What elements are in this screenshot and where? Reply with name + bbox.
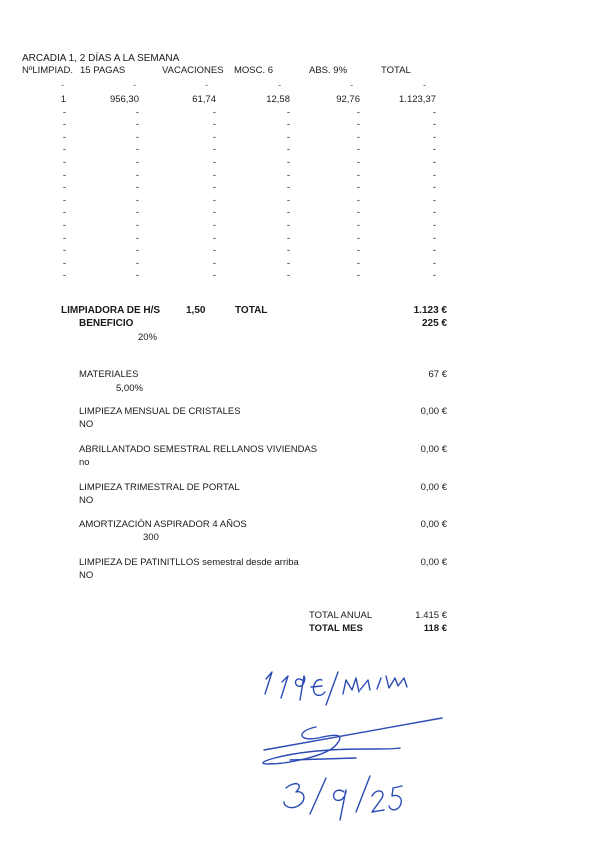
table-cell: - (135, 119, 139, 131)
col-header-mosc: MOSC. 6 (234, 65, 274, 76)
table-cell: - (135, 157, 139, 168)
table-cell: - (286, 131, 290, 143)
table-cell: 1.123,37 (399, 94, 436, 105)
item-sub: 300 (143, 532, 159, 543)
col-header-nlimpiad: NºLIMPIAD. (22, 65, 73, 76)
table-cell: - (62, 169, 66, 181)
table-cell: - (356, 207, 360, 219)
table-cell: 61,74 (192, 94, 216, 105)
table-cell: - (432, 119, 436, 131)
item-label: ABRILLANTADO SEMESTRAL RELLANOS VIVIENDAS (79, 444, 318, 455)
table-cell: - (286, 245, 290, 257)
table-cell: - (62, 182, 66, 194)
table-cell: - (286, 169, 290, 181)
separator-cell: - (423, 80, 427, 91)
table-cell: - (286, 232, 290, 244)
item-label: LIMPIEZA DE PATINITLLOS semestral desde arriba (79, 557, 299, 568)
table-cell: - (432, 194, 436, 206)
table-cell: - (356, 106, 360, 118)
separator-cell: - (205, 80, 209, 91)
item-sub: 5,00% (116, 383, 143, 394)
item-sub: NO (79, 419, 94, 430)
table-cell: - (286, 257, 290, 269)
item-sub: NO (79, 495, 94, 506)
table-cell: - (432, 106, 436, 118)
total-mes-label: TOTAL MES (309, 623, 363, 634)
table-cell: - (356, 119, 360, 131)
table-cell: - (212, 169, 216, 181)
table-cell: 956,30 (109, 94, 139, 105)
item-sub: NO (79, 570, 94, 581)
table-cell: - (212, 232, 216, 244)
table-cell: - (62, 194, 66, 206)
table-cell: - (135, 245, 139, 257)
table-cell: - (286, 270, 290, 282)
total-anual-label: TOTAL ANUAL (309, 610, 373, 621)
item-sub: no (79, 457, 90, 468)
table-cell: - (62, 207, 66, 219)
table-cell: - (286, 157, 290, 168)
table-cell: - (62, 257, 66, 269)
table-cell: - (212, 194, 216, 206)
item-label: AMORTIZACIÓN ASPIRADOR 4 AÑOS (79, 519, 247, 530)
table-cell: - (135, 232, 139, 244)
table-cell: - (432, 207, 436, 219)
table-cell: - (432, 157, 436, 168)
table-cell: - (356, 220, 360, 231)
table-cell: - (135, 182, 139, 194)
table-cell: - (62, 157, 66, 168)
table-cell: - (432, 131, 436, 143)
table-cell: - (135, 220, 139, 231)
item-label: LIMPIEZA MENSUAL DE CRISTALES (79, 406, 241, 417)
table-cell: - (212, 245, 216, 257)
table-cell: - (212, 207, 216, 219)
col-header-total: TOTAL (381, 65, 411, 76)
total-anual-value: 1.415 € (415, 610, 447, 621)
table-cell: - (212, 182, 216, 194)
table-cell: - (432, 232, 436, 244)
table-cell: - (135, 131, 139, 143)
table-cell: - (356, 194, 360, 206)
separator-cell: - (61, 80, 65, 91)
table-cell: - (286, 207, 290, 219)
item-value: 0,00 € (420, 406, 447, 417)
table-cell: - (212, 270, 216, 282)
total-mes-value: 118 € (423, 623, 447, 634)
table-cell: - (286, 144, 290, 156)
limpiadora-rate: 1,50 (186, 305, 206, 316)
table-cell: - (62, 144, 66, 156)
document-title: ARCADIA 1, 2 DÍAS A LA SEMANA (22, 53, 180, 64)
table-cell: - (135, 270, 139, 282)
beneficio-percentage: 20% (138, 332, 158, 343)
item-label: MATERIALES (79, 369, 139, 380)
table-cell: - (212, 157, 216, 168)
total-value: 1.123 € (413, 305, 447, 316)
table-cell: - (432, 144, 436, 156)
table-cell: - (286, 194, 290, 206)
table-cell: - (356, 257, 360, 269)
beneficio-label: BENEFICIO (79, 318, 134, 329)
table-cell: 12,58 (266, 94, 290, 105)
item-label: LIMPIEZA TRIMESTRAL DE PORTAL (79, 482, 240, 493)
col-header-vacaciones: VACACIONES (162, 65, 224, 76)
total-label: TOTAL (235, 305, 268, 316)
table-cell: - (135, 194, 139, 206)
table-cell: - (356, 245, 360, 257)
table-cell: - (212, 131, 216, 143)
separator-cell: - (350, 80, 354, 91)
table-cell: - (62, 131, 66, 143)
table-cell: - (62, 245, 66, 257)
table-cell: - (356, 182, 360, 194)
table-cell: - (356, 169, 360, 181)
table-cell: - (212, 220, 216, 231)
item-value: 0,00 € (420, 482, 447, 493)
separator-cell: - (133, 80, 137, 91)
table-cell: - (135, 207, 139, 219)
table-cell: 92,76 (336, 94, 360, 105)
table-cell: - (62, 232, 66, 244)
table-cell: - (286, 220, 290, 231)
table-cell: - (432, 169, 436, 181)
table-cell: - (286, 119, 290, 131)
item-value: 0,00 € (420, 519, 447, 530)
table-cell: - (62, 119, 66, 131)
table-cell: - (212, 119, 216, 131)
table-cell: - (356, 144, 360, 156)
table-cell: - (135, 257, 139, 269)
table-cell: - (212, 106, 216, 118)
table-cell: - (62, 106, 66, 118)
table-cell: - (432, 245, 436, 257)
table-cell: - (135, 144, 139, 156)
table-cell: - (356, 232, 360, 244)
item-value: 67 € (428, 369, 447, 380)
table-cell: - (432, 220, 436, 231)
table-cell: - (286, 182, 290, 194)
separator-cell: - (278, 80, 282, 91)
col-header-abs: ABS. 9% (309, 65, 348, 76)
table-cell: - (432, 257, 436, 269)
item-value: 0,00 € (420, 444, 447, 455)
col-header-15-pagas: 15 PAGAS (80, 65, 126, 76)
table-cell: - (432, 270, 436, 282)
table-cell: - (212, 144, 216, 156)
table-cell: - (135, 169, 139, 181)
table-cell: - (62, 270, 66, 282)
table-cell: - (286, 106, 290, 118)
table-cell: - (432, 182, 436, 194)
table-cell: - (135, 106, 139, 118)
table-cell: - (356, 270, 360, 282)
beneficio-value: 225 € (421, 318, 447, 329)
table-cell: - (62, 220, 66, 231)
table-cell: 1 (60, 94, 66, 105)
table-cell: - (212, 257, 216, 269)
limpiadora-label: LIMPIADORA DE H/S (61, 305, 161, 316)
item-value: 0,00 € (420, 557, 447, 568)
table-cell: - (356, 157, 360, 168)
table-cell: - (356, 131, 360, 143)
